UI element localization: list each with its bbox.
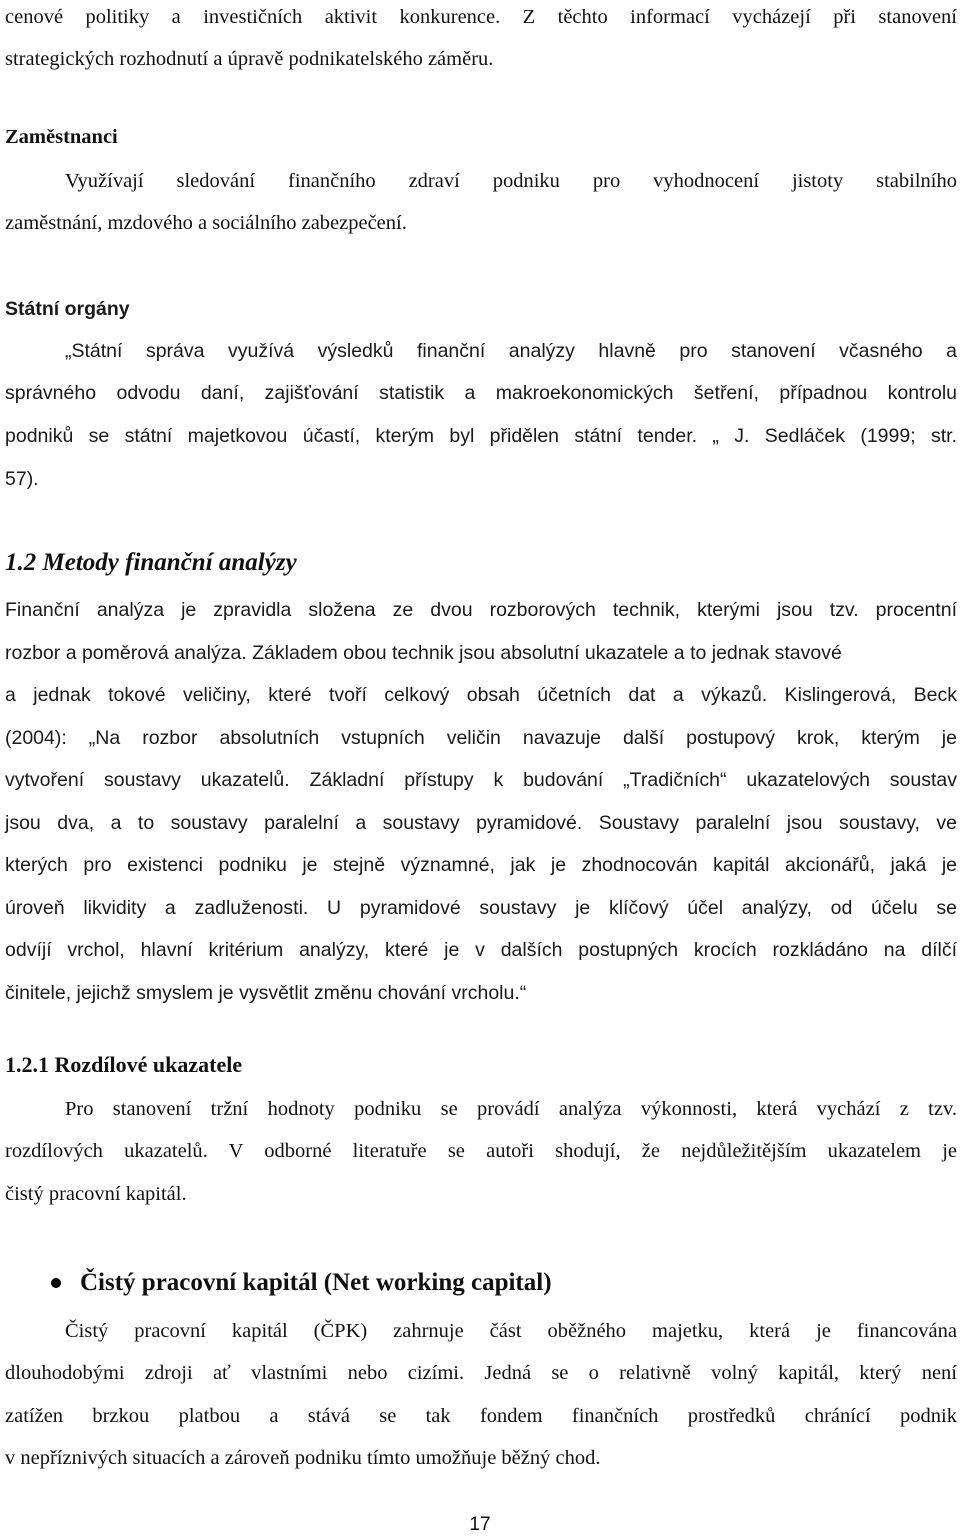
paragraph-line: dlouhodobými zdroji ať vlastními nebo cizími. Jedná se o relativně volný kapitál, který není [5, 1362, 957, 1384]
bullet-icon [51, 1278, 61, 1288]
paragraph-line: jsou dva, a to soustavy paralelní a soustavy pyramidové. Soustavy paralelní jsou soustavy, ve [5, 812, 957, 834]
paragraph-line: a jednak tokové veličiny, které tvoří celkový obsah účetních dat a výkazů. Kislingerová, Beck [5, 684, 957, 706]
paragraph-line: odvíjí vrchol, hlavní kritérium analýzy, které je v dalších postupných krocích rozkládáno na dílčí [5, 939, 957, 961]
paragraph-line: čistý pracovní kapitál. [5, 1183, 187, 1205]
quote-line: podniků se státní majetkovou účastí, kterým byl přidělen státní tender. „ J. Sedláček (1999; str. [5, 425, 957, 447]
paragraph-line: činitele, jejichž smyslem je vysvětlit změnu chování vrcholu.“ [5, 982, 527, 1004]
paragraph-line: rozdílových ukazatelů. V odborné literatuře se autoři shodují, že nejdůležitějším ukazatelem je [5, 1140, 957, 1162]
paragraph-line: zaměstnání, mzdového a sociálního zabezpečení. [5, 212, 407, 234]
paragraph-line: (2004): „Na rozbor absolutních vstupních veličin navazuje další postupový krok, kterým je [5, 727, 957, 749]
paragraph-line: Pro stanovení tržní hodnoty podniku se provádí analýza výkonnosti, která vychází z tzv. [65, 1098, 957, 1120]
paragraph-line: kterých pro existenci podniku je stejně významné, jak je zhodnocován kapitál akcionářů, jaká je [5, 854, 957, 876]
paragraph-line: cenové politiky a investičních aktivit konkurence. Z těchto informací vycházejí při stanovení [5, 6, 957, 28]
paragraph-line: strategických rozhodnutí a úpravě podnikatelského záměru. [5, 48, 494, 70]
quote-line: „Státní správa využívá výsledků finanční analýzy hlavně pro stanovení včasného a [65, 340, 957, 362]
employees-heading: Zaměstnanci [5, 126, 118, 148]
section-heading-1-2-1: 1.2.1 Rozdílové ukazatele [5, 1052, 243, 1077]
paragraph-line: Finanční analýza je zpravidla složena ze dvou rozborových technik, kterými jsou tzv. procentní [5, 599, 957, 621]
paragraph-line: zatížen brzkou platbou a stává se tak fondem finančních prostředků chránící podnik [5, 1405, 957, 1427]
state-bodies-heading: Státní orgány [5, 298, 130, 320]
paragraph-line: vytvoření soustavy ukazatelů. Základní přístupy k budování „Tradičních“ ukazatelových soustav [5, 769, 957, 791]
paragraph-line: rozbor a poměrová analýza. Základem obou technik jsou absolutní ukazatele a to jednak stavové [5, 642, 842, 664]
page-number: 17 [469, 1514, 491, 1535]
section-heading-1-2: 1.2 Metody finanční analýzy [5, 549, 297, 576]
quote-line: 57). [5, 468, 39, 490]
paragraph-line: v nepříznivých situacích a zároveň podniku tímto umožňuje běžný chod. [5, 1447, 601, 1469]
paragraph-line: Čistý pracovní kapitál (ČPK) zahrnuje část oběžného majetku, která je financována [65, 1320, 957, 1342]
net-working-capital-heading: Čistý pracovní kapitál (Net working capital) [80, 1269, 552, 1296]
paragraph-line: úroveň likvidity a zadluženosti. U pyramidové soustavy je klíčový účel analýzy, od účelu se [5, 897, 957, 919]
quote-line: správného odvodu daní, zajišťování statistik a makroekonomických šetření, případnou kontrolu [5, 382, 957, 404]
paragraph-line: Využívají sledování finančního zdraví podniku pro vyhodnocení jistoty stabilního [65, 170, 957, 192]
